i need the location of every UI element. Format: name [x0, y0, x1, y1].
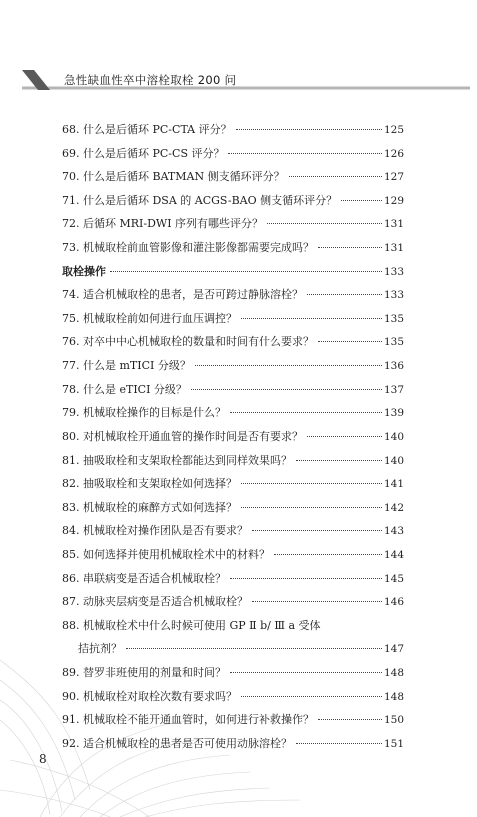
- toc-dot-leader: [296, 460, 382, 461]
- toc-section-heading: [62, 263, 404, 287]
- toc-entry-title: 取栓操作: [62, 264, 106, 278]
- toc-page-number: 125: [383, 124, 404, 136]
- toc-entry-title: 68. 什么是后循环 PC-CTA 评分？: [62, 123, 232, 136]
- book-title: 急性缺血性卒中溶栓取栓 200 问: [64, 73, 237, 87]
- toc-page-number: 150: [383, 714, 404, 727]
- toc-page-number: 126: [383, 147, 404, 160]
- toc-page-number: 133: [383, 265, 404, 278]
- toc-dot-leader: [241, 507, 382, 508]
- toc-entry: [62, 286, 404, 310]
- toc-entry-title: 71. 什么是后循环 DSA 的 ACGS-BAO 侧支循环评分？: [62, 193, 338, 207]
- toc-dot-leader: [236, 129, 382, 130]
- toc-entry-title: 77. 什么是 mTICI 分级？: [62, 359, 191, 373]
- toc-page-number: 142: [383, 501, 404, 514]
- toc-dot-leader: [230, 578, 382, 579]
- toc-entry: [62, 499, 404, 523]
- toc-page-number: 141: [383, 478, 404, 491]
- toc-page-number: 131: [383, 218, 404, 231]
- toc-dot-leader: [230, 412, 382, 413]
- toc-dot-leader: [307, 436, 382, 437]
- toc-entry: [62, 735, 404, 759]
- toc-dot-leader: [274, 554, 382, 555]
- toc-entry-title: 82. 抽吸取栓和支架取栓如何选择？: [62, 477, 237, 491]
- toc-dot-leader: [318, 341, 382, 342]
- toc-dot-leader: [241, 696, 382, 697]
- toc-dot-leader: [341, 200, 382, 201]
- toc-entry: [62, 121, 404, 145]
- toc-entry-title: 91. 机械取栓不能开通血管时，如何进行补救操作？: [62, 713, 314, 727]
- toc-entry-title: 72. 后循环 MRI-DWI 序列有哪些评分？: [62, 217, 264, 231]
- toc-page-number: 147: [383, 643, 404, 656]
- toc-entry-title: 85. 如何选择并使用机械取栓术中的材料？: [62, 547, 270, 561]
- toc-dot-leader: [307, 294, 382, 295]
- toc-entry: [62, 711, 404, 735]
- toc-entry-title: 73. 机械取栓前血管影像和灌注影像都需要完成吗？: [62, 241, 314, 255]
- toc-page-number: 144: [383, 548, 404, 561]
- toc-page-number: 148: [383, 690, 404, 703]
- toc-page-number: 135: [383, 312, 404, 325]
- toc-entry: [62, 522, 404, 546]
- toc-entry: [62, 664, 404, 688]
- toc-entry: [62, 546, 404, 570]
- toc-page-number: 137: [383, 383, 404, 396]
- toc-entry-title: 90. 机械取栓对取栓次数有要求吗？: [62, 689, 237, 703]
- toc-entry-title: 79. 机械取栓操作的目标是什么？: [62, 406, 226, 420]
- toc-entry: [62, 310, 404, 334]
- toc-entry-title: 74. 适合机械取栓的患者，是否可跨过静脉溶栓？: [62, 288, 303, 302]
- toc-entry-title: 78. 什么是 eTICI 分级？: [62, 382, 187, 396]
- toc-page-number: 140: [383, 454, 404, 467]
- toc-entry-title: 拮抗剂？: [78, 642, 122, 656]
- toc-entry: [62, 688, 404, 712]
- toc-entry-title: 80. 对机械取栓开通血管的操作时间是否有要求？: [62, 429, 303, 443]
- toc-page-number: 136: [383, 360, 404, 373]
- toc-entry: [62, 570, 404, 594]
- toc-entry: [62, 145, 404, 169]
- toc-entry-title: 70. 什么是后循环 BATMAN 侧支循环评分？: [62, 170, 285, 184]
- toc-dot-leader: [228, 153, 381, 154]
- toc-entry-title: 83. 机械取栓的麻醉方式如何选择？: [62, 500, 237, 514]
- table-of-contents: [62, 121, 404, 758]
- toc-page-number: 127: [383, 171, 404, 184]
- toc-entry: [62, 452, 404, 476]
- toc-entry: [62, 640, 404, 664]
- toc-entry: [62, 215, 404, 239]
- toc-page-number: 133: [383, 289, 404, 302]
- toc-entry-title: 75. 机械取栓前如何进行血压调控？: [62, 311, 237, 325]
- toc-dot-leader: [230, 672, 382, 673]
- toc-entry-title: 81. 抽吸取栓和支架取栓都能达到同样效果吗？: [62, 453, 292, 467]
- toc-entry: [62, 404, 404, 428]
- toc-page-number: 145: [383, 572, 404, 585]
- toc-entry-title: 69. 什么是后循环 PC-CS 评分？: [62, 146, 225, 160]
- toc-dot-leader: [252, 601, 382, 602]
- toc-entry-title: 87. 动脉夹层病变是否适合机械取栓？: [62, 595, 248, 609]
- toc-entry-title: 88. 机械取栓术中什么时候可使用 GP Ⅱ b/ Ⅲ a 受体: [62, 618, 321, 632]
- toc-dot-leader: [195, 365, 382, 366]
- page-number: 8: [39, 752, 47, 766]
- toc-entry: [62, 192, 404, 216]
- toc-entry: [62, 357, 404, 381]
- toc-page-number: 151: [383, 737, 404, 750]
- toc-entry: [62, 333, 404, 357]
- toc-dot-leader: [289, 176, 382, 177]
- toc-page-number: 140: [383, 430, 404, 443]
- toc-page-number: 148: [383, 667, 404, 680]
- toc-entry: [62, 239, 404, 263]
- toc-dot-leader: [296, 743, 382, 744]
- toc-dot-leader: [241, 318, 382, 319]
- toc-page-number: 135: [383, 336, 404, 349]
- toc-dot-leader: [252, 530, 382, 531]
- toc-page-number: 139: [383, 407, 404, 420]
- toc-dot-leader: [191, 389, 382, 390]
- toc-page-number: 143: [383, 525, 404, 538]
- toc-dot-leader: [318, 247, 382, 248]
- toc-dot-leader: [126, 648, 382, 649]
- toc-entry: [62, 428, 404, 452]
- toc-dot-leader: [318, 719, 382, 720]
- toc-page-number: 131: [383, 242, 404, 255]
- toc-entry: [62, 617, 404, 641]
- toc-entry-title: 84. 机械取栓对操作团队是否有要求？: [62, 524, 248, 538]
- toc-entry: [62, 168, 404, 192]
- toc-dot-leader: [241, 483, 382, 484]
- toc-entry: [62, 475, 404, 499]
- toc-page-number: 129: [383, 194, 404, 207]
- toc-entry: [62, 593, 404, 617]
- toc-dot-leader: [110, 271, 382, 272]
- toc-entry-title: 76. 对卒中中心机械取栓的数量和时间有什么要求？: [62, 335, 314, 349]
- toc-entry: [62, 381, 404, 405]
- toc-entry-title: 86. 串联病变是否适合机械取栓？: [62, 571, 226, 585]
- toc-dot-leader: [267, 223, 382, 224]
- toc-page-number: 146: [383, 596, 404, 609]
- toc-entry-title: 89. 替罗非班使用的剂量和时间？: [62, 666, 226, 680]
- toc-entry-title: 92. 适合机械取栓的患者是否可使用动脉溶栓？: [62, 736, 292, 750]
